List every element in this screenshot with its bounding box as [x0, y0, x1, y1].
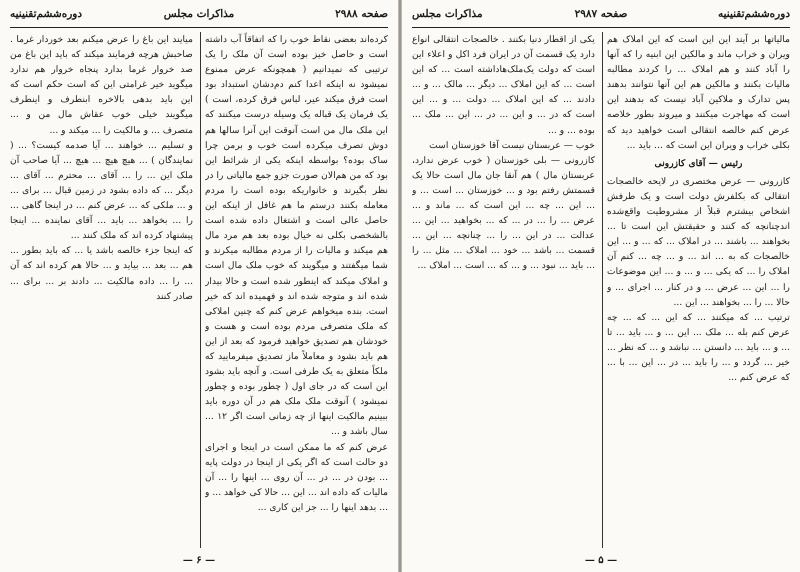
right-header-rule [412, 27, 790, 28]
right-page-columns [412, 32, 790, 548]
left-page [0, 0, 398, 572]
column-divider [602, 32, 603, 548]
right-page-number: صفحه ۲۹۸۷ [574, 8, 628, 20]
right-page-header [412, 8, 790, 26]
paragraph: و تسلیم ... خواهند ... آیا صدمه کیست؟ ... ( نمایندگان ) ... هیچ هیچ ... هیچ ... آیا صاحب آن ملک این ... را ... آقای ... محترم ... آقای ... دیگر ... که داده بشود در زمین قبال ... برای ... و ... ملکی که ... عرض کنم ... در اینجا گاهی ... را ... بخواهد ... باید ... آقای نماینده ... اینجا پیشنهاد کرده اند که ملک کنند ... [10, 139, 193, 242]
column-divider [200, 32, 201, 548]
left-page-session: دوره‌ششم‌تقنینیه [10, 8, 83, 20]
left-page-header [10, 8, 388, 26]
right-page-session: دوره‌ششم‌تقنینیه [717, 8, 790, 20]
left-page-columns [10, 32, 388, 548]
paragraph: خوب — عربستان نیست آقا خوزستان است [429, 139, 595, 151]
right-page-right-column [607, 32, 790, 548]
paragraph: عرض کنم که ما ممکن است در اینجا و اجرای دو حالت است که اگر یکی از اینجا در دولت پایه ... بودن در ... در ... آن روی ... اینها را ... آن مالیات که داده اند ... این ... حالا کی خواهد ... و ... بدهد اینها را ... جز این کاری ... [205, 441, 388, 513]
paragraph: کازرونی — عرض مختصری در لایحه خالصجات انتقالی که بکلفرش دولت است و یک طرفش اشخاص بیشترم قبلاً از مشروطیت واقع‌شده اندچنانچه که کنند و حقیقتش این است تا ... بخواهند ... باشند ... در املاک ... که ... و ... این خالصجات که به ... اند ... و ... چه ... کنم آن املاک را ... که یکی ... و ... و ... این موضوعات را ... این ... عرض ... و در کنار ... اجرای ... و حالا ... را ... بخواهند ... این ... [607, 175, 790, 308]
right-page-left-column [412, 32, 595, 548]
paragraph: کرده‌اند بعضی نقاط خوب را که اتفاقاً آب داشته است و حاصل خیز بوده است آن ملک را یک ترتیبی که نمیدانیم ( همچونکه عرض ممنوع نمیشود نه اینکه اعدا کنم دم‌دشان استبداد بود است فرق میکند عیر، لباس فرق کرده، است ) یک فرمان یک قباله یک وسیله درست میکنند که این ملک مال من است آنوقت این آنرا سالها هم دوش تصرف میکرده است خوب و برمن چرا ساک بوده؟ بواسطه اینکه یکی از شرائط این بود که من هم‌الان صورت جزو جمع مالیاتی را در نظر بگیرند و خانواریکه بوده است را مردم معامله بکنند درستم ما هم غافل از اینکه این حاصل عالی است و اشتغال داده شده است بالشخصی بکلی نه خیال بوده بعد هم مرد مال هم میکند و مالیات را از مردم مطالبه میکرند و شما میگفتند و میگویند که خوب ملک مال است و املاک میکند که اینطور شده است و حالا بیدار شده اند و متوجه شده اند و فهمیده اند که خیر است. بنده میخواهم عرض کنم که چنین املاکی که ملک متصرفی مردم بوده است و هست و خودشان هم تصدیق خواهید فرمود که بعد از این هم باید بشود و معاملاً ماز تصدیق میفرمایید که ملکاً متعلق به یک طرفی است. و آنچه باید بشود این است که در جای اول ( چطور بوده و چطور نمیشود ) آنوقت ملک ملک هم در آن دوره باید ببینیم مالکیت اینها از چه زمانی است اگر ۱۲ ... سال باشد و ... [205, 34, 388, 438]
paragraph: کازرونی — بلی خوزستان ( خوب عرض ندارد، عربستان مال ) هم آنقا جان مال است حالا یک قسمتش رفتم بود و ... خوزستان ... است ... و ... این ... چه ... این است که ... ماند و ... عرض ... را ... در ... که ... بخواهید ... این ... عدالت ... در این ... را ... چنانچه ... این ... قسمت ... باشد ... خود ... املاک ... مثل ... را ... باید ... نبود ... و ... که ... است ... املاک ... [412, 154, 595, 272]
speaker-heading: رئیس — آقای کازرونی [654, 157, 743, 169]
right-page [402, 0, 800, 572]
left-page-footer: — ۶ — [182, 555, 216, 566]
paragraph: یکی از اقطار دنیا بکنند . خالصجات انتقالی انواع دارد یک قسمت آن در ایران فرد اکل و اعلاء این است که دولت یک‌ملک‌ها‌داشته است ... که این است ... که این املاک ... دیگر ... مالک ... و ... دادند ... که این املاک ... دولت ... و ... این است که در ... و این ... در ... این ... ملک ... بوده ... و ... [412, 34, 595, 136]
left-page-title: مذاکرات مجلس [163, 8, 235, 20]
left-page-number: صفحه ۲۹۸۸ [335, 8, 388, 20]
paragraph: مالیاتها بر آیند این این است که این املاک هم ویران و خراب ماند و مالکین این ابنیه را که آنها را آباد کنند و هم املاک ... را کردند مطالبه مالیات بکنند و مالکین هم این آنها نتوانند بدهند پس تدارک و ملاکین آباد نیست که بدهند این است که مهاجرت میکنند و میروند بطور خلاصه عرض کنم خالصه انتقالی است خواهید دید که بکلی خراب و ویران این است که ... باید ... [607, 34, 790, 151]
right-page-title: مذاکرات مجلس [412, 8, 483, 20]
left-header-rule [10, 27, 388, 28]
paragraph: که اینجا جزء خالصه باشد یا ... که باید بطور ... هم ... بعد ... بیاید و ... حالا هم کرده اند که آن ... را ... داده مالکیت ... دادند بر ... برای ... صادر کنند [10, 245, 193, 302]
paragraph: میایند این باغ را عرض میکنم بعد خوردار غرما . صاحبش هرچه فرمایند میکند که باید این باغ من صد خروار غرما بدارد پنجاه خروار هم ندارد میگوید خیر غرامتی این که است حکم است که این باید بدهی بالاخره ابنطرف و اینطرف میگویند خیلی خوب عقاش مال من و ... متصرف ... و مالکیت را ... میکند و ... [10, 34, 193, 136]
left-page-right-column [205, 32, 388, 548]
paragraph: ترتیب ... که میکنند ... که این ... که ... چه عرض کنم بله ... ملک ... این ... و ... باید ... تا ... و ... باید ... دانستن ... نباشد و ... که نظر ... خیر ... گردد و ... را باید ... در ... این ... با ... که عرض کنم ... [607, 311, 790, 384]
right-page-footer: — ۵ — [584, 555, 618, 566]
left-page-left-column [10, 32, 193, 548]
